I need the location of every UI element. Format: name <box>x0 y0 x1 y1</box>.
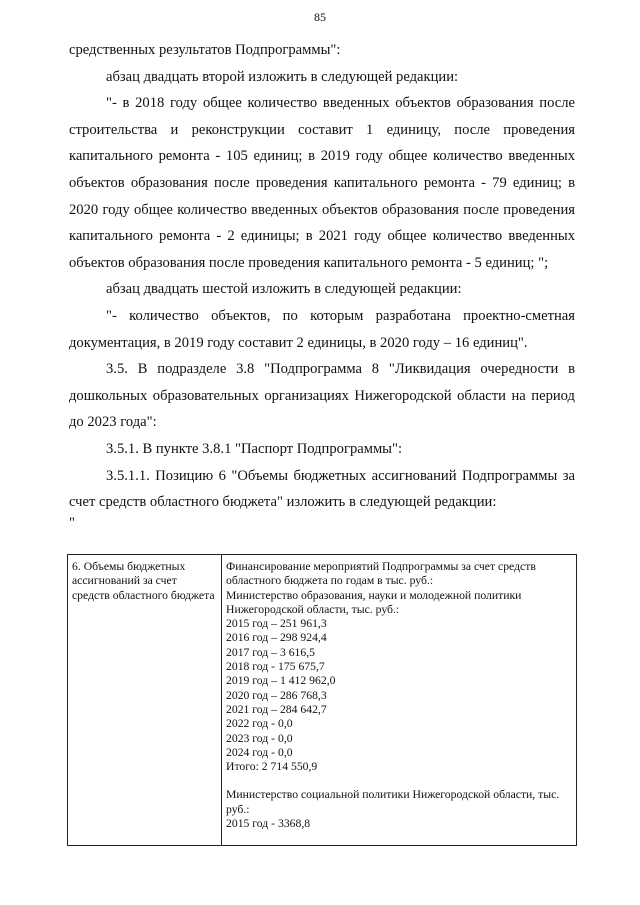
ministry-education: Министерство образования, науки и молодежной политики Нижегородской области, тыс. руб.: <box>226 588 522 616</box>
year-amount: 2017 год – 3 616,5 <box>226 645 316 659</box>
year-amount: 2015 год – 251 961,3 <box>226 617 327 631</box>
total-amount: Итого: 2 714 550,9 <box>226 760 318 774</box>
year-amount: 2022 год - 0,0 <box>226 717 293 731</box>
year-amount: 2024 год - 0,0 <box>226 745 293 759</box>
blank-line <box>226 774 572 788</box>
financing-intro: Финансирование мероприятий Подпрограммы за счет средств областного бюджета по годам в тыс. руб.: <box>226 560 536 588</box>
ministry-social-policy: Министерство социальной политики Нижегородской области, тыс. руб.: <box>226 788 560 816</box>
year-amount: 2018 год - 175 675,7 <box>226 660 325 674</box>
paragraph: абзац двадцать второй изложить в следующей редакции: <box>106 68 459 85</box>
quote-open-mark: " <box>69 514 75 531</box>
year-amount: 2023 год - 0,0 <box>226 731 293 745</box>
paragraph: "- в 2018 году общее количество введенных объектов образования после строительства и реконструкции составит 1 единицу, после проведения капитального ремонта - 105 единиц; в 2019 году общее количество введенных объектов образования после проведения капитального ремонта - 79 единиц; в 2020 году общее количество введенных объектов образования после проведения капитального ремонта - 2 единицы; в 2021 году общее количество введенных объектов образования после проведения капитального ремонта - 5 единиц; "; <box>69 95 575 271</box>
year-amount: 2015 год - 3368,8 <box>226 817 311 831</box>
year-amount: 2016 год – 298 924,4 <box>226 631 327 645</box>
page-number: 85 <box>314 10 326 24</box>
table-content-cell <box>222 555 577 846</box>
passport-table <box>67 554 577 846</box>
paragraph: средственных результатов Подпрограммы": <box>69 42 341 58</box>
year-amount: 2021 год – 284 642,7 <box>226 702 327 716</box>
table-row <box>68 555 577 846</box>
document-body <box>69 37 575 530</box>
paragraph: 3.5.1.1. Позицию 6 "Объемы бюджетных ассигнований Подпрограммы за счет средств областного бюджета" изложить в следующей редакции: <box>69 467 575 511</box>
paragraph: 3.5. В подразделе 3.8 "Подпрограмма 8 "Ликвидация очередности в дошкольных образовательных организациях Нижегородской области на период до 2023 года": <box>69 361 575 431</box>
table-label: 6. Объемы бюджетных ассигнований за счет средств областного бюджета <box>72 560 215 602</box>
table-label-cell <box>68 555 222 846</box>
year-amount: 2019 год – 1 412 962,0 <box>226 674 336 688</box>
paragraph: 3.5.1. В пункте 3.8.1 "Паспорт Подпрограммы": <box>106 440 403 457</box>
year-amount: 2020 год – 286 768,3 <box>226 688 327 702</box>
paragraph: абзац двадцать шестой изложить в следующей редакции: <box>106 281 462 298</box>
paragraph: "- количество объектов, по которым разработана проектно-сметная документация, в 2019 году составит 2 единицы, в 2020 году – 16 единиц". <box>69 307 575 351</box>
